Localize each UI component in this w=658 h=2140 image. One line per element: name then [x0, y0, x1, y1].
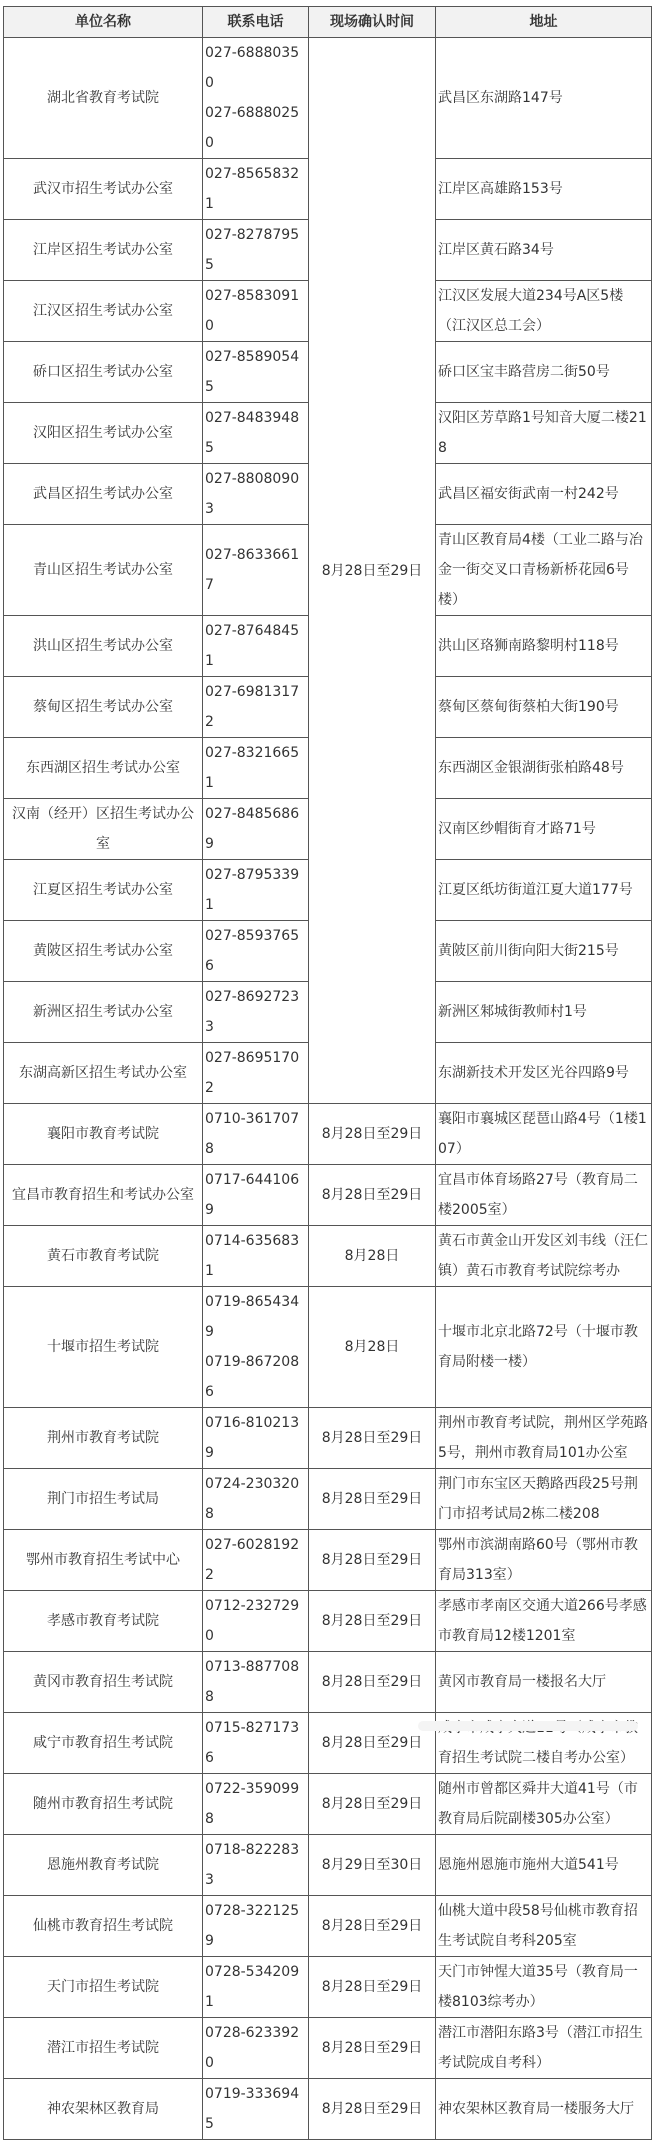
phone-number: 027-68880350	[205, 45, 300, 91]
address-cell: 育招生考试院二楼自考办公室）	[436, 1713, 652, 1774]
unit-name-cell: 鄂州市教育招生考试中心	[4, 1530, 203, 1591]
header-unit-name: 单位名称	[4, 7, 203, 38]
unit-name-cell: 汉南（经开）区招生考试办公室	[4, 799, 203, 860]
phone-number: 0724-2303208	[205, 1476, 300, 1522]
address-cell: 宜昌市体育场路27号（教育局二楼2005室）	[436, 1165, 652, 1226]
unit-name-cell: 洪山区招生考试办公室	[4, 616, 203, 677]
confirm-time-cell: 8月28日至29日	[309, 1530, 436, 1591]
phone-cell	[203, 1835, 309, 1896]
address-cell: 鄂州市滨湖南路60号（鄂州市教育局313室）	[436, 1530, 652, 1591]
table-row	[4, 1165, 652, 1226]
phone-cell	[203, 38, 309, 159]
phone-cell	[203, 464, 309, 525]
table-row	[4, 1104, 652, 1165]
address-cell: 汉阳区芳草路1号知音大厦二楼218	[436, 403, 652, 464]
unit-name-cell: 东湖高新区招生考试办公室	[4, 1043, 203, 1104]
table-row	[4, 1469, 652, 1530]
phone-number: 027-87648451	[205, 623, 300, 669]
address-cell: 东西湖区金银湖街张柏路48号	[436, 738, 652, 799]
phone-number: 027-88080903	[205, 471, 300, 517]
phone-number: 027-86927233	[205, 989, 300, 1035]
phone-cell	[203, 1226, 309, 1287]
confirm-time-cell: 8月28日至29日	[309, 1713, 436, 1774]
address-cell: 江夏区纸坊街道江夏大道177号	[436, 860, 652, 921]
unit-name-cell: 江岸区招生考试办公室	[4, 220, 203, 281]
phone-number: 0728-3221259	[205, 1903, 300, 1949]
phone-number: 0722-3590998	[205, 1781, 300, 1827]
phone-cell	[203, 1591, 309, 1652]
phone-cell	[203, 525, 309, 616]
phone-cell	[203, 1896, 309, 1957]
unit-name-cell: 十堰市招生考试院	[4, 1287, 203, 1408]
table-body	[4, 38, 652, 2140]
address-cell: 潜江市潜阳东路3号（潜江市招生考试院成自考科）	[436, 2018, 652, 2079]
phone-number: 0710-3617078	[205, 1111, 300, 1157]
confirm-time-cell: 8月28日至29日	[309, 1652, 436, 1713]
phone-cell	[203, 616, 309, 677]
address-cell: 襄阳市襄城区琵琶山路4号（1楼107）	[436, 1104, 652, 1165]
unit-name-cell: 江汉区招生考试办公室	[4, 281, 203, 342]
unit-name-cell: 恩施州教育考试院	[4, 1835, 203, 1896]
phone-cell	[203, 1104, 309, 1165]
unit-name-cell: 武汉市招生考试办公室	[4, 159, 203, 220]
phone-number: 027-83216651	[205, 745, 300, 791]
phone-number: 0728-6233920	[205, 2025, 300, 2071]
phone-cell	[203, 1957, 309, 2018]
address-cell: 荆州市教育考试院，荆州区学苑路5号，荆州市教育局101办公室	[436, 1408, 652, 1469]
address-cell: 黄陂区前川街向阳大街215号	[436, 921, 652, 982]
unit-name-cell: 武昌区招生考试办公室	[4, 464, 203, 525]
table-row	[4, 1957, 652, 2018]
phone-number: 0716-8102139	[205, 1415, 300, 1461]
phone-number: 027-68880250	[205, 105, 300, 151]
phone-number: 027-69813172	[205, 684, 300, 730]
phone-number: 027-87953391	[205, 867, 300, 913]
header-confirm-time: 现场确认时间	[309, 7, 436, 38]
address-cell: 黄冈市教育局一楼报名大厅	[436, 1652, 652, 1713]
address-cell: 青山区教育局4楼（工业二路与冶金一街交叉口青杨新桥花园6号楼）	[436, 525, 652, 616]
confirm-time-cell: 8月28日至29日	[309, 1165, 436, 1226]
unit-name-cell: 湖北省教育考试院	[4, 38, 203, 159]
confirm-time-cell: 8月29日至30日	[309, 1835, 436, 1896]
table-row	[4, 2079, 652, 2140]
phone-cell	[203, 677, 309, 738]
unit-name-cell: 仙桃市教育招生考试院	[4, 1896, 203, 1957]
phone-cell	[203, 281, 309, 342]
phone-number: 0718-8222833	[205, 1842, 300, 1888]
address-cell: 十堰市北京北路72号（十堰市教育局附楼一楼）	[436, 1287, 652, 1408]
unit-name-cell: 蔡甸区招生考试办公室	[4, 677, 203, 738]
phone-cell	[203, 921, 309, 982]
confirm-time-cell: 8月28日至29日	[309, 1774, 436, 1835]
phone-number: 027-85830910	[205, 288, 300, 334]
confirm-time-cell: 8月28日	[309, 1287, 436, 1408]
phone-cell	[203, 1043, 309, 1104]
phone-cell	[203, 1469, 309, 1530]
phone-number: 0712-2327290	[205, 1598, 300, 1644]
address-cell: 洪山区珞狮南路黎明村118号	[436, 616, 652, 677]
unit-name-cell: 青山区招生考试办公室	[4, 525, 203, 616]
address-cell: 荆门市东宝区天鹅路西段25号荆门市招考试局2栋二楼208	[436, 1469, 652, 1530]
phone-number: 027-86951702	[205, 1050, 300, 1096]
table-row	[4, 2018, 652, 2079]
phone-number: 027-82787955	[205, 227, 300, 273]
header-row	[4, 7, 652, 38]
phone-number: 027-85658321	[205, 166, 300, 212]
address-cell: 江岸区黄石路34号	[436, 220, 652, 281]
unit-name-cell: 天门市招生考试院	[4, 1957, 203, 2018]
phone-cell	[203, 1774, 309, 1835]
address-cell: 孝感市孝南区交通大道266号孝感市教育局12楼1201室	[436, 1591, 652, 1652]
phone-cell	[203, 2018, 309, 2079]
header-address: 地址	[436, 7, 652, 38]
table-row	[4, 1530, 652, 1591]
phone-cell	[203, 860, 309, 921]
confirm-time-cell: 8月28日至29日	[309, 1469, 436, 1530]
page-footer	[0, 1699, 658, 1739]
footer-shadow	[418, 1721, 638, 1731]
phone-number: 0719-8654349	[205, 1294, 300, 1340]
unit-name-cell: 黄冈市教育招生考试院	[4, 1652, 203, 1713]
address-cell: 硚口区宝丰路营房二街50号	[436, 342, 652, 403]
table-row	[4, 1591, 652, 1652]
unit-name-cell: 潜江市招生考试院	[4, 2018, 203, 2079]
confirm-time-cell: 8月28日至29日	[309, 1957, 436, 2018]
phone-number: 027-84839485	[205, 410, 300, 456]
unit-name-cell: 硚口区招生考试办公室	[4, 342, 203, 403]
phone-number: 027-85890545	[205, 349, 300, 395]
wuhan-confirm-time-cell: 8月28日至29日	[309, 38, 436, 1104]
unit-name-cell: 神农架林区教育局	[4, 2079, 203, 2140]
unit-name-cell: 黄石市教育考试院	[4, 1226, 203, 1287]
unit-name-cell: 新洲区招生考试办公室	[4, 982, 203, 1043]
unit-name-cell: 荆州市教育考试院	[4, 1408, 203, 1469]
address-cell: 东湖新技术开发区光谷四路9号	[436, 1043, 652, 1104]
phone-number: 027-86336617	[205, 547, 300, 593]
header-phone: 联系电话	[203, 7, 309, 38]
table-row	[4, 1774, 652, 1835]
unit-name-cell: 孝感市教育考试院	[4, 1591, 203, 1652]
contact-table	[3, 6, 652, 2140]
confirm-time-cell: 8月28日	[309, 1226, 436, 1287]
phone-number: 0728-5342091	[205, 1964, 300, 2010]
phone-number: 0717-6441069	[205, 1172, 300, 1218]
phone-cell	[203, 1408, 309, 1469]
address-cell: 江汉区发展大道234号A区5楼（江汉区总工会）	[436, 281, 652, 342]
address-cell: 神农架林区教育局一楼服务大厅	[436, 2079, 652, 2140]
table-row	[4, 1835, 652, 1896]
phone-number: 0715-8271736	[205, 1720, 300, 1766]
phone-number: 0719-3336945	[205, 2086, 300, 2132]
address-cell: 恩施州恩施市施州大道541号	[436, 1835, 652, 1896]
unit-name-cell: 东西湖区招生考试办公室	[4, 738, 203, 799]
address-cell: 蔡甸区蔡甸街蔡柏大街190号	[436, 677, 652, 738]
phone-number: 0713-8877088	[205, 1659, 300, 1705]
address-cell: 武昌区福安街武南一村242号	[436, 464, 652, 525]
address-cell: 汉南区纱帽街育才路71号	[436, 799, 652, 860]
address-cell: 江岸区高雄路153号	[436, 159, 652, 220]
phone-cell	[203, 982, 309, 1043]
confirm-time-cell: 8月28日至29日	[309, 1408, 436, 1469]
address-cell: 黄石市黄金山开发区刘韦线（汪仁镇）黄石市教育考试院综考办	[436, 1226, 652, 1287]
table-row	[4, 38, 652, 159]
unit-name-cell: 黄陂区招生考试办公室	[4, 921, 203, 982]
unit-name-cell: 咸宁市教育招生考试院	[4, 1713, 203, 1774]
phone-cell	[203, 159, 309, 220]
table-row	[4, 1226, 652, 1287]
address-cell: 仙桃大道中段58号仙桃市教育招生考试院自考科205室	[436, 1896, 652, 1957]
confirm-time-cell: 8月28日至29日	[309, 1104, 436, 1165]
address-cell: 新洲区邾城街教师村1号	[436, 982, 652, 1043]
confirm-time-cell: 8月28日至29日	[309, 1591, 436, 1652]
unit-name-cell: 汉阳区招生考试办公室	[4, 403, 203, 464]
unit-name-cell: 宜昌市教育招生和考试办公室	[4, 1165, 203, 1226]
phone-cell	[203, 2079, 309, 2140]
phone-cell	[203, 1165, 309, 1226]
unit-name-cell: 随州市教育招生考试院	[4, 1774, 203, 1835]
phone-number: 027-60281922	[205, 1537, 300, 1583]
phone-number: 0719-8672086	[205, 1354, 300, 1400]
address-cell: 天门市钟惺大道35号（教育局一楼8103综考办）	[436, 1957, 652, 2018]
phone-cell	[203, 220, 309, 281]
phone-cell	[203, 1287, 309, 1408]
phone-cell	[203, 342, 309, 403]
confirm-time-cell: 8月28日至29日	[309, 1896, 436, 1957]
unit-name-cell: 荆门市招生考试局	[4, 1469, 203, 1530]
phone-number: 027-84856869	[205, 806, 300, 852]
phone-number: 027-85937656	[205, 928, 300, 974]
unit-name-cell: 江夏区招生考试办公室	[4, 860, 203, 921]
confirm-time-cell: 8月28日至29日	[309, 2018, 436, 2079]
confirm-time-cell: 8月28日至29日	[309, 2079, 436, 2140]
unit-name-cell: 襄阳市教育考试院	[4, 1104, 203, 1165]
table-header	[4, 7, 652, 38]
phone-cell	[203, 403, 309, 464]
phone-cell	[203, 799, 309, 860]
address-cell: 随州市曾都区舜井大道41号（市教育局后院副楼305办公室）	[436, 1774, 652, 1835]
address-cell: 武昌区东湖路147号	[436, 38, 652, 159]
phone-number: 0714-6356831	[205, 1233, 300, 1279]
phone-cell	[203, 738, 309, 799]
table-row	[4, 1287, 652, 1408]
table-row	[4, 1896, 652, 1957]
table-row	[4, 1408, 652, 1469]
phone-cell	[203, 1530, 309, 1591]
